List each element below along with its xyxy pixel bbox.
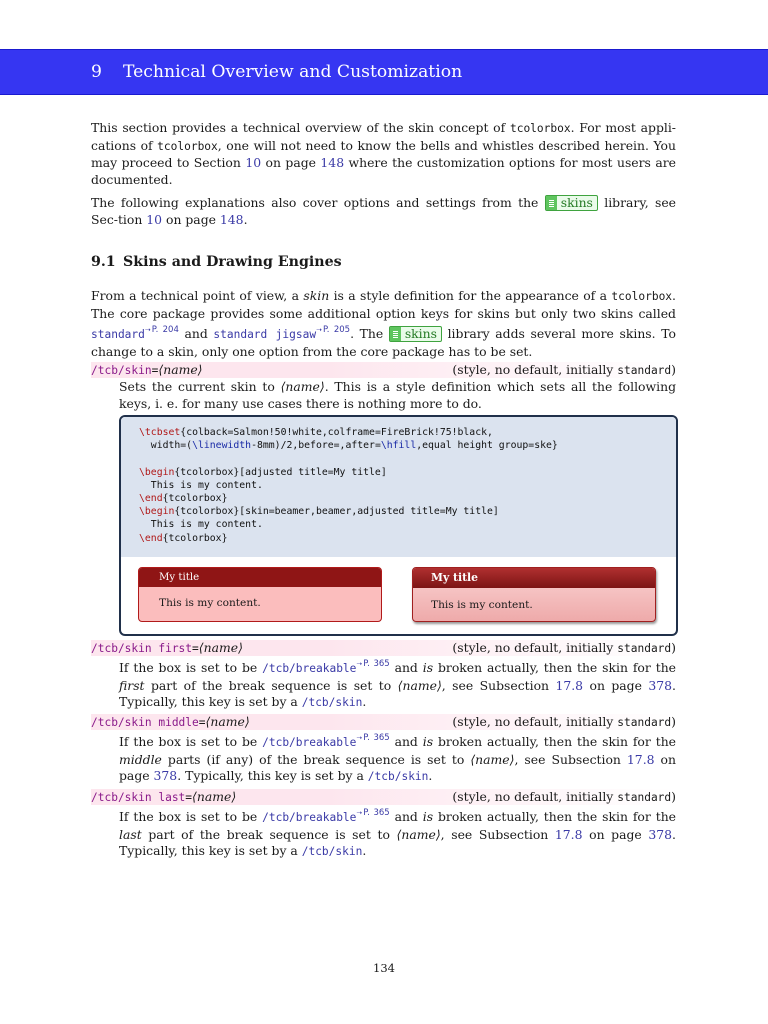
text: is a style definition for the appearance of a <box>329 288 612 303</box>
text: ) <box>671 640 676 655</box>
skins-library-badge[interactable] <box>389 326 442 342</box>
text: From a technical point of view, a <box>91 288 304 303</box>
key-argument: ⟨name⟩ <box>158 362 203 377</box>
page-number: 134 <box>373 961 395 975</box>
initial-value: standard <box>617 716 672 729</box>
code-line: This is my content. <box>139 519 263 531</box>
text: . <box>243 211 248 227</box>
page-link[interactable]: 378 <box>648 826 673 842</box>
text: = <box>192 642 199 655</box>
text: This section provides a technical overview of the skin concept of <box>91 120 510 135</box>
code-line: This is my content. <box>139 479 263 491</box>
text: . This is a style definition which sets all the following keys, i. e. for many use cases there is nothing more to do. <box>119 379 676 411</box>
code-line: \begin{tcolorbox}[adjusted title=My title] <box>139 466 387 478</box>
key-info: (style, no default, initially <box>452 640 618 655</box>
skin-key-link[interactable]: /tcb/skin <box>367 770 429 783</box>
code-line: width=(\linewidth-8mm)/2,before=,after=\hfill,equal height group=ske} <box>139 440 558 452</box>
subsection-link[interactable]: 17.8 <box>554 826 583 842</box>
intro-paragraph-1 <box>91 120 676 188</box>
text: ) <box>671 714 676 729</box>
text: = <box>185 791 193 804</box>
key-description-skin-last: If the box is set to be /tcb/breakable$^{➝P. 365}$ and is broken actually, then the skin for the last part of the break sequence is set to ⟨name⟩, see Subsection 17.8 on page 378. Typically, this key is set by a /tcb/skin. <box>119 808 677 858</box>
key-definition-skin-middle <box>91 714 676 730</box>
key-definition-skin <box>91 362 676 378</box>
text: . The core package provides some additional option keys for skins but only two skins called <box>91 288 676 321</box>
code-line: \end{tcolorbox} <box>139 493 228 505</box>
text: library, see Sec-tion <box>91 195 676 227</box>
text: = <box>198 716 206 729</box>
text: ) <box>671 362 676 377</box>
code-line: \end{tcolorbox} <box>139 532 228 544</box>
code-line <box>139 452 558 465</box>
text: on page <box>162 211 220 227</box>
code-listing <box>121 417 676 557</box>
text: on page <box>261 155 321 170</box>
breakable-link[interactable]: /tcb/breakable <box>262 662 357 675</box>
key-info: (style, no default, initially <box>452 362 618 377</box>
text: ) <box>671 789 676 804</box>
key-description-skin <box>119 379 676 412</box>
key-argument: ⟨name⟩ <box>198 640 243 655</box>
library-icon <box>546 196 557 210</box>
page-link[interactable]: 148 <box>320 155 345 170</box>
text: and <box>178 326 214 341</box>
library-icon <box>390 327 401 341</box>
skins-library-badge[interactable] <box>545 195 598 211</box>
text: = <box>151 364 159 377</box>
section-number: 9.1 <box>91 254 116 270</box>
demo-content: This is my content. <box>159 597 261 609</box>
skin-key-link[interactable]: /tcb/skin <box>301 845 363 858</box>
page-link[interactable]: 378 <box>153 768 178 783</box>
key-name: /tcb/skin last <box>91 791 186 804</box>
text: . The <box>350 326 389 341</box>
library-label: skins <box>560 195 593 210</box>
key-definition-skin-first <box>91 640 676 656</box>
text: library adds several more skins. To change to a skin, only one option from the core package has to be set. <box>91 326 676 359</box>
initial-value: standard <box>617 642 672 655</box>
key-name: /tcb/skin first <box>91 642 193 655</box>
code-line: \begin{tcolorbox}[skin=beamer,beamer,adjusted title=My title] <box>139 506 499 518</box>
key-info: (style, no default, initially <box>452 789 618 804</box>
text: The following explanations also cover options and settings from the <box>91 195 545 210</box>
key-description-skin-first: If the box is set to be /tcb/breakable$^{➝P. 365}$ and is broken actually, then the skin for the first part of the break sequence is set to ⟨name⟩, see Subsection 17.8 on page 378. Typically, this key is set by a /tcb/skin. <box>119 659 677 709</box>
page-link[interactable]: 148 <box>219 211 244 227</box>
section-link[interactable]: 10 <box>146 211 163 227</box>
chapter-header <box>0 49 768 95</box>
key-argument: ⟨name⟩ <box>192 789 237 804</box>
intro-paragraph-2 <box>91 195 676 228</box>
skins-paragraph <box>91 288 676 360</box>
text: Sets the current skin to <box>119 379 281 394</box>
section-link[interactable]: 10 <box>245 155 262 170</box>
text: . For most appli-cations of <box>91 120 676 153</box>
page-reference[interactable]: ➝P. 204 <box>144 325 179 335</box>
page-reference[interactable]: ➝P. 365 <box>356 733 390 743</box>
page-link[interactable]: 378 <box>648 677 673 693</box>
initial-value: standard <box>617 791 672 804</box>
breakable-link[interactable]: /tcb/breakable <box>262 736 357 749</box>
inline-code: tcolorbox <box>509 122 571 135</box>
skin-key-link[interactable]: /tcb/skin <box>301 696 363 709</box>
standard-skin-link[interactable]: standard <box>91 328 145 341</box>
text: , one will not need to know the bells and whistles described herein. You may proceed to Section <box>91 137 676 170</box>
code-line: \tcbset{colback=Salmon!50!white,colframe=FireBrick!75!black, <box>139 427 493 438</box>
demo-title: My title <box>139 568 381 587</box>
inline-code: tcolorbox <box>157 139 218 153</box>
key-name: /tcb/skin middle <box>91 716 199 729</box>
page-reference[interactable]: ➝P. 365 <box>356 808 390 818</box>
key-description-skin-middle: If the box is set to be /tcb/breakable$^{➝P. 365}$ and is broken actually, then the skin for the middle parts (if any) of the break sequence is set to ⟨name⟩, see Subsection 17.8 on page 378. Typically, this key is set by a /tcb/skin. <box>119 733 677 783</box>
initial-value: standard <box>617 364 672 377</box>
key-argument: ⟨name⟩ <box>280 379 325 394</box>
library-label: skins <box>404 326 437 341</box>
breakable-link[interactable]: /tcb/breakable <box>262 811 357 824</box>
page-reference[interactable]: ➝P. 205 <box>316 325 351 335</box>
demo-beamer-box <box>412 567 656 622</box>
inline-code: tcolorbox <box>611 290 673 303</box>
example-box <box>119 415 678 636</box>
text: where the customization options for most users are documented. <box>91 155 676 187</box>
emphasis: skin <box>303 288 330 303</box>
subsection-link[interactable]: 17.8 <box>626 751 655 767</box>
demo-content: This is my content. <box>431 599 533 611</box>
code-block <box>139 426 558 545</box>
chapter-number: 9 <box>91 62 102 82</box>
chapter-title: Technical Overview and Customization <box>123 62 463 82</box>
section-title: Skins and Drawing Engines <box>123 254 342 270</box>
key-argument: ⟨name⟩ <box>205 714 250 729</box>
page-reference[interactable]: ➝P. 365 <box>356 659 390 669</box>
key-name: /tcb/skin <box>91 364 152 377</box>
jigsaw-skin-link[interactable]: standard jigsaw <box>213 328 317 341</box>
subsection-link[interactable]: 17.8 <box>555 677 584 693</box>
demo-standard-box <box>138 567 382 622</box>
key-definition-skin-last <box>91 789 676 805</box>
demo-title: My title <box>413 568 655 588</box>
section-heading <box>91 254 342 271</box>
key-info: (style, no default, initially <box>452 714 618 729</box>
